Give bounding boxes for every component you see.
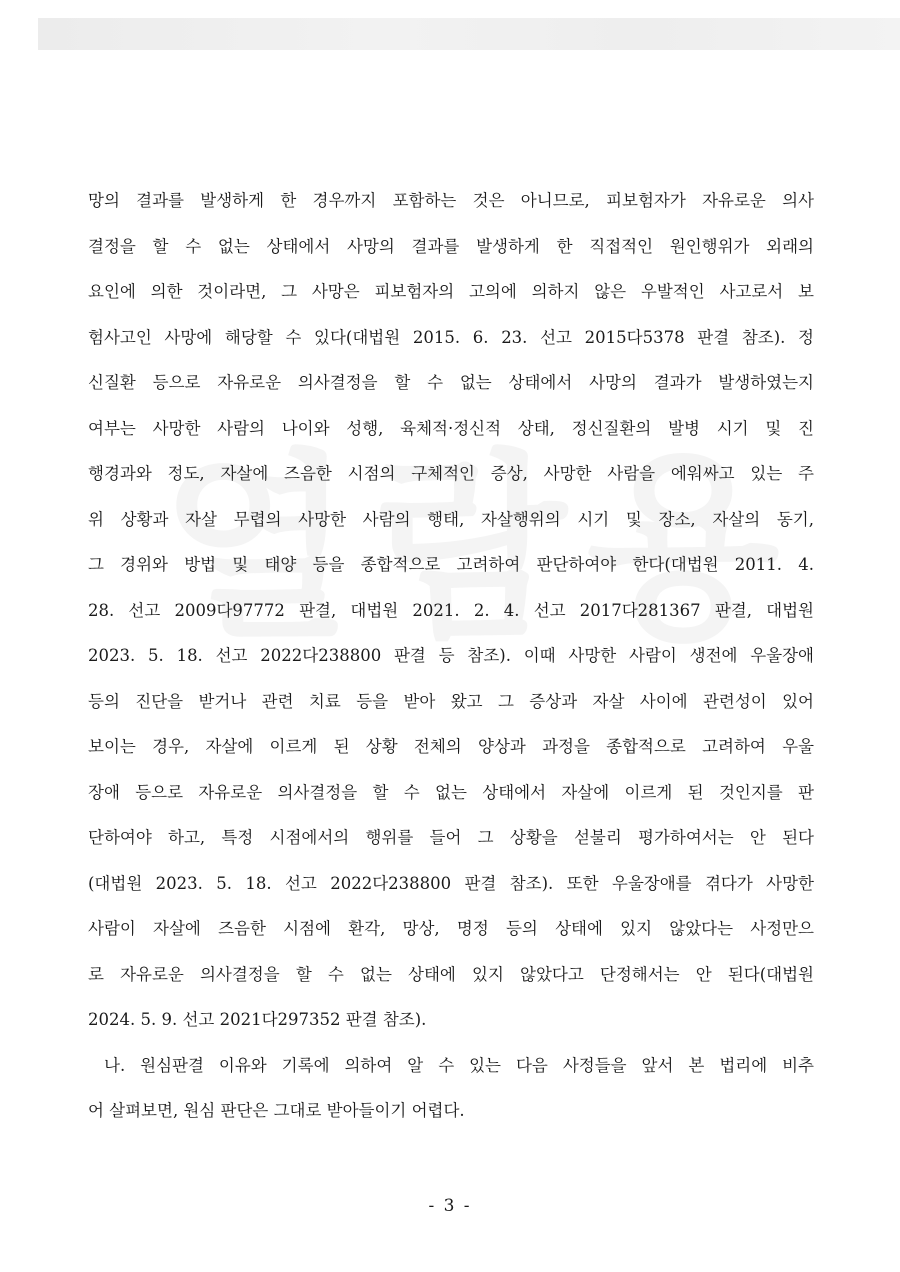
text-line: 행경과와 정도, 자살에 즈음한 시점의 구체적인 증상, 사망한 사람을 에워싸고 있는 주 [88,464,814,483]
text-line: 2023. 5. 18. 선고 2022다238800 판결 등 참조). 이때 사망한 사람이 생전에 우울장애 [88,646,814,665]
text-line: 28. 선고 2009다97772 판결, 대법원 2021. 2. 4. 선고 2017다281367 판결, 대법원 [88,600,814,620]
text-line: 장애 등으로 자유로운 의사결정을 할 수 없는 상태에서 자살에 이르게 된 것인지를 판 [88,782,814,802]
text-line: 등의 진단을 받거나 관련 치료 등을 받아 왔고 그 증상과 자살 사이에 관련성이 있어 [88,691,814,711]
text-line: 험사고인 사망에 해당할 수 있다(대법원 2015. 6. 23. 선고 2015다5378 판결 참조). 정 [88,327,814,347]
text-line: (대법원 2023. 5. 18. 선고 2022다238800 판결 참조). 또한 우울장애를 겪다가 사망한 [88,873,814,893]
text-line: 위 상황과 자살 무렵의 사망한 사람의 행태, 자살행위의 시기 및 장소, 자살의 동기, [88,509,814,529]
text-line: 2024. 5. 9. 선고 2021다297352 판결 참조). [88,1010,427,1029]
text-line: 로 자유로운 의사결정을 할 수 없는 상태에 있지 않았다고 단정해서는 안 된다(대법원 [88,964,814,984]
text-line: 망의 결과를 발생하게 한 경우까지 포함하는 것은 아니므로, 피보험자가 자유로운 의사 [88,191,814,210]
page-number: - 3 - [428,1196,472,1216]
document-body [88,183,814,1139]
text-line: 요인에 의한 것이라면, 그 사망은 피보험자의 고의에 의하지 않은 우발적인 사고로서 보 [88,282,814,301]
text-line: 어 살펴보면, 원심 판단은 그대로 받아들이기 어렵다. [88,1101,465,1120]
text-line: 나. 원심판결 이유와 기록에 의하여 알 수 있는 다음 사정들을 앞서 본 법리에 비추 [104,1055,814,1075]
text-line: 단하여야 하고, 특정 시점에서의 행위를 들어 그 상황을 섣불리 평가하여서는 안 된다 [88,828,814,847]
scan-header-band [38,18,900,50]
text-line: 그 경위와 방법 및 태양 등을 종합적으로 고려하여 판단하여야 한다(대법원 2011. 4. [88,555,814,574]
text-line: 신질환 등으로 자유로운 의사결정을 할 수 없는 상태에서 사망의 결과가 발생하였는지 [88,373,814,392]
text-line: 사람이 자살에 즈음한 시점에 환각, 망상, 명정 등의 상태에 있지 않았다는 사정만으 [88,919,814,938]
text-line: 보이는 경우, 자살에 이르게 된 상황 전체의 양상과 과정을 종합적으로 고려하여 우울 [88,737,814,756]
text-line: 여부는 사망한 사람의 나이와 성행, 육체적·정신적 상태, 정신질환의 발병 시기 및 진 [88,418,814,438]
text-line: 결정을 할 수 없는 상태에서 사망의 결과를 발생하게 한 직접적인 원인행위가 외래의 [88,236,814,256]
